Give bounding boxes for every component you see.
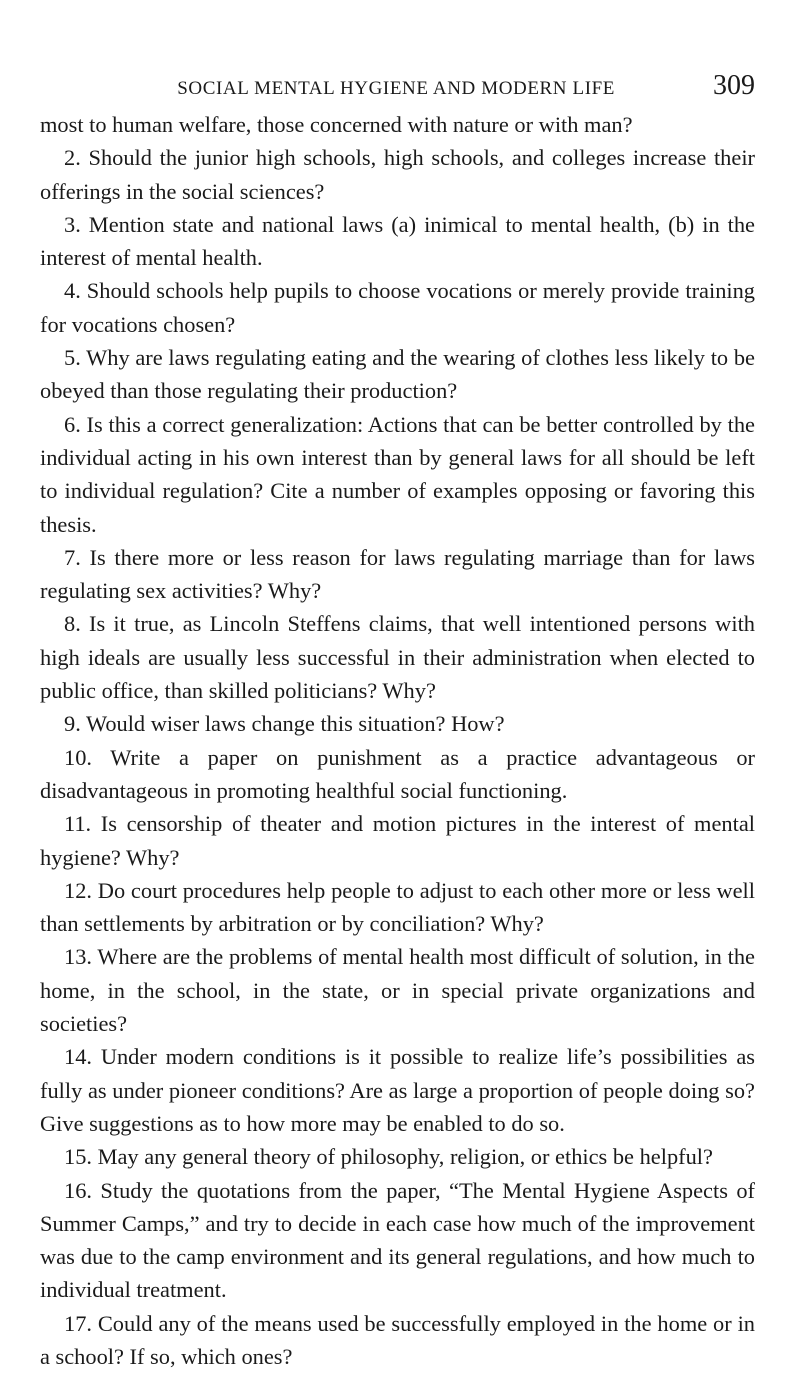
running-head-title: SOCIAL MENTAL HYGIENE AND MODERN LIFE (177, 78, 615, 99)
question-17: 17. Could any of the means used be successfully employed in the home or in a school? If so, which ones? (40, 1310, 755, 1369)
question-13: 13. Where are the problems of mental health most difficult of solution, in the home, in the school, in the state, or in special private organizations and societies? (40, 944, 755, 1037)
question-15: 15. May any general theory of philosophy, religion, or ethics be helpful? (64, 1144, 713, 1170)
question-2: 2. Should the junior high schools, high schools, and colleges increase their offerings in the social sciences? (40, 145, 755, 204)
page-number: 309 (713, 70, 755, 101)
question-7: 7. Is there more or less reason for laws regulating marriage than for laws regulating sex activities? Why? (40, 544, 755, 604)
question-3: 3. Mention state and national laws (a) inimical to mental health, (b) in the interest of mental health. (40, 211, 755, 271)
question-9: 9. Would wiser laws change this situation? How? (64, 711, 505, 737)
question-4: 4. Should schools help pupils to choose vocations or merely provide training for vocations chosen? (40, 278, 755, 337)
question-5: 5. Why are laws regulating eating and the wearing of clothes less likely to be obeyed than those regulating their production? (40, 345, 755, 404)
lead-paragraph: most to human welfare, those concerned with nature or with man? (40, 112, 633, 137)
question-8: 8. Is it true, as Lincoln Steffens claims, that well intentioned persons with high ideals are usually less successful in their administration when elected to public office, than skilled politicians? Why? (40, 611, 755, 704)
question-10: 10. Write a paper on punishment as a practice advantageous or disadvantageous in promoting healthful social functioning. (40, 744, 755, 803)
question-14: 14. Under modern conditions is it possible to realize life’s possibilities as fully as under pioneer conditions? Are as large a proportion of people doing so? Give suggestions as to how more may be enabled to do so. (40, 1044, 755, 1136)
question-12: 12. Do court procedures help people to adjust to each other more or less well than settlements by arbitration or by conciliation? Why? (40, 877, 755, 937)
question-11: 11. Is censorship of theater and motion pictures in the interest of mental hygiene? Why? (40, 811, 755, 870)
book-page (40, 70, 755, 1373)
question-6: 6. Is this a correct generalization: Actions that can be better controlled by the individual acting in his own interest than by general laws for all should be left to individual regulation? Cite a number of examples opposing or favoring this thesis. (40, 411, 755, 537)
running-head (40, 70, 755, 104)
page-body (40, 108, 755, 1373)
question-16: 16. Study the quotations from the paper, “The Mental Hygiene Aspects of Summer Camps,” and try to decide in each case how much of the improvement was due to the camp environment and its general regulations, and how much to individual treatment. (40, 1177, 755, 1303)
